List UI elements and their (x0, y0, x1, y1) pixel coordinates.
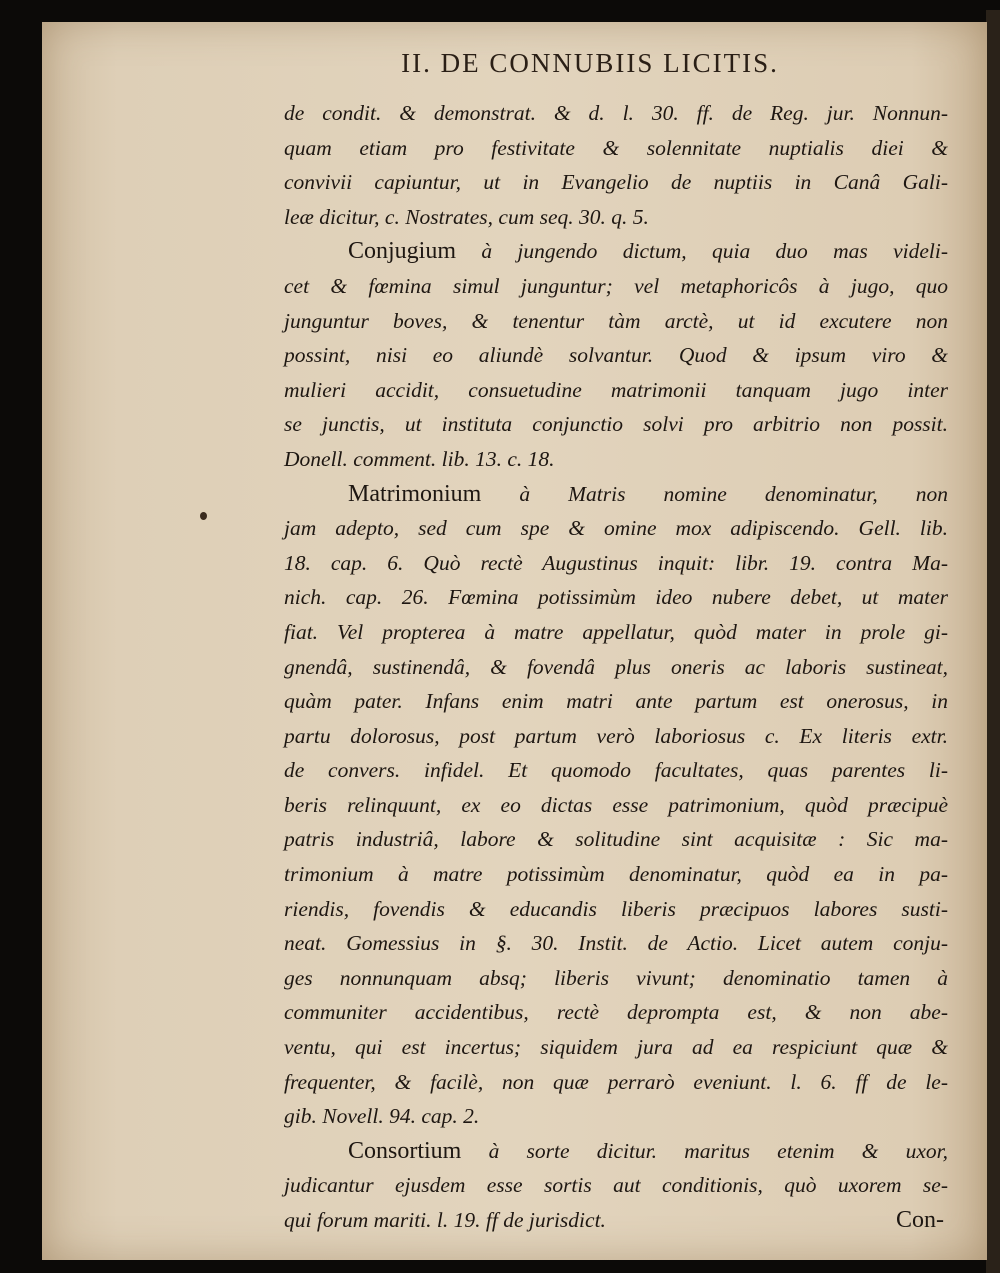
text-line: communiter accidentibus, rectè deprompta est, & non abe- (284, 1000, 948, 1025)
text-line: frequenter, & facilè, non quæ perrarò eveniunt. l. 6. ff de le- (284, 1069, 948, 1094)
text-line: de condit. & demonstrat. & d. l. 30. ff. de Reg. jur. Nonnun- (284, 101, 948, 125)
term-conjugium: Conjugium (348, 238, 457, 265)
catchword: Con- (896, 1207, 944, 1233)
paragraph-start-line: Conjugium à jungendo dictum, quia duo mas videli- (348, 238, 948, 265)
text-line: cet & fœmina simul junguntur; vel metaphoricôs à jugo, quo (284, 273, 948, 298)
text-line: 18. cap. 6. Quò rectè Augustinus inquit: libr. 19. contra Ma- (284, 550, 948, 575)
ink-spot (200, 512, 207, 520)
text-line: trimonium à matre potissimùm denominatur, quòd ea in pa- (284, 862, 948, 887)
text-line: qui forum mariti. l. 19. ff de jurisdict. Con- (284, 1203, 948, 1238)
text-line: junguntur boves, & tenentur tàm arctè, ut id excutere non (284, 308, 948, 333)
text-line: judicantur ejusdem esse sortis aut conditionis, quò uxorem se- (284, 1173, 948, 1198)
text-line: gib. Novell. 94. cap. 2. (284, 1104, 480, 1129)
text-line: partu dolorosus, post partum verò laboriosus c. Ex literis extr. (284, 723, 948, 748)
text-line: quàm pater. Infans enim matri ante partum est onerosus, in (284, 689, 948, 714)
text-line: jam adepto, sed cum spe & omine mox adipiscendo. Gell. lib. (284, 516, 948, 541)
paragraph-start-line: Consortium à sorte dicitur. maritus etenim & uxor, (348, 1137, 949, 1164)
text-line: Donell. comment. lib. 13. c. 18. (284, 446, 555, 471)
paragraph-start-line: Matrimonium à Matris nomine denominatur, non (348, 480, 948, 507)
body-text (284, 96, 948, 1238)
term-matrimonium: Matrimonium (348, 480, 482, 507)
text-line: quam etiam pro festivitate & solennitate nuptialis diei & (284, 135, 948, 160)
text-line: leæ dicitur, c. Nostrates, cum seq. 30. q. 5. (284, 204, 649, 229)
text-line: riendis, fovendis & educandis liberis præcipuos labores susti- (284, 896, 948, 921)
text-line: neat. Gomessius in §. 30. Instit. de Actio. Licet autem conju- (284, 931, 948, 956)
text-line: ges nonnunquam absq; liberis vivunt; denominatio tamen à (284, 965, 948, 990)
text-line: ventu, qui est incertus; siquidem jura ad ea respiciunt quæ & (284, 1035, 948, 1060)
text-line: de convers. infidel. Et quomodo facultates, quas parentes li- (284, 758, 948, 783)
text-line: possint, nisi eo aliundè solvantur. Quod & ipsum viro & (284, 343, 948, 368)
text-line: fiat. Vel propterea à matre appellatur, quòd mater in prole gi- (284, 619, 948, 644)
text-line: nich. cap. 26. Fœmina potissimùm ideo nubere debet, ut mater (284, 585, 948, 610)
book-edge (986, 10, 1000, 1273)
term-consortium: Consortium (348, 1137, 462, 1164)
text-line: mulieri accidit, consuetudine matrimonii tanquam jugo inter (284, 377, 948, 402)
text-line: beris relinquunt, ex eo dictas esse patrimonium, quòd præcipuè (284, 792, 948, 817)
text-line: gnendâ, sustinendâ, & fovendâ plus oneris ac laboris sustineat, (284, 654, 948, 679)
text-line: patris industriâ, labore & solitudine sint acquisitæ : Sic ma- (284, 827, 948, 852)
text-line: se junctis, ut instituta conjunctio solvi pro arbitrio non possit. (284, 412, 948, 437)
text-line: convivii capiuntur, ut in Evangelio de nuptiis in Canâ Gali- (284, 170, 948, 195)
running-header: II. DE CONNUBIIS LICITIS. (401, 48, 779, 78)
